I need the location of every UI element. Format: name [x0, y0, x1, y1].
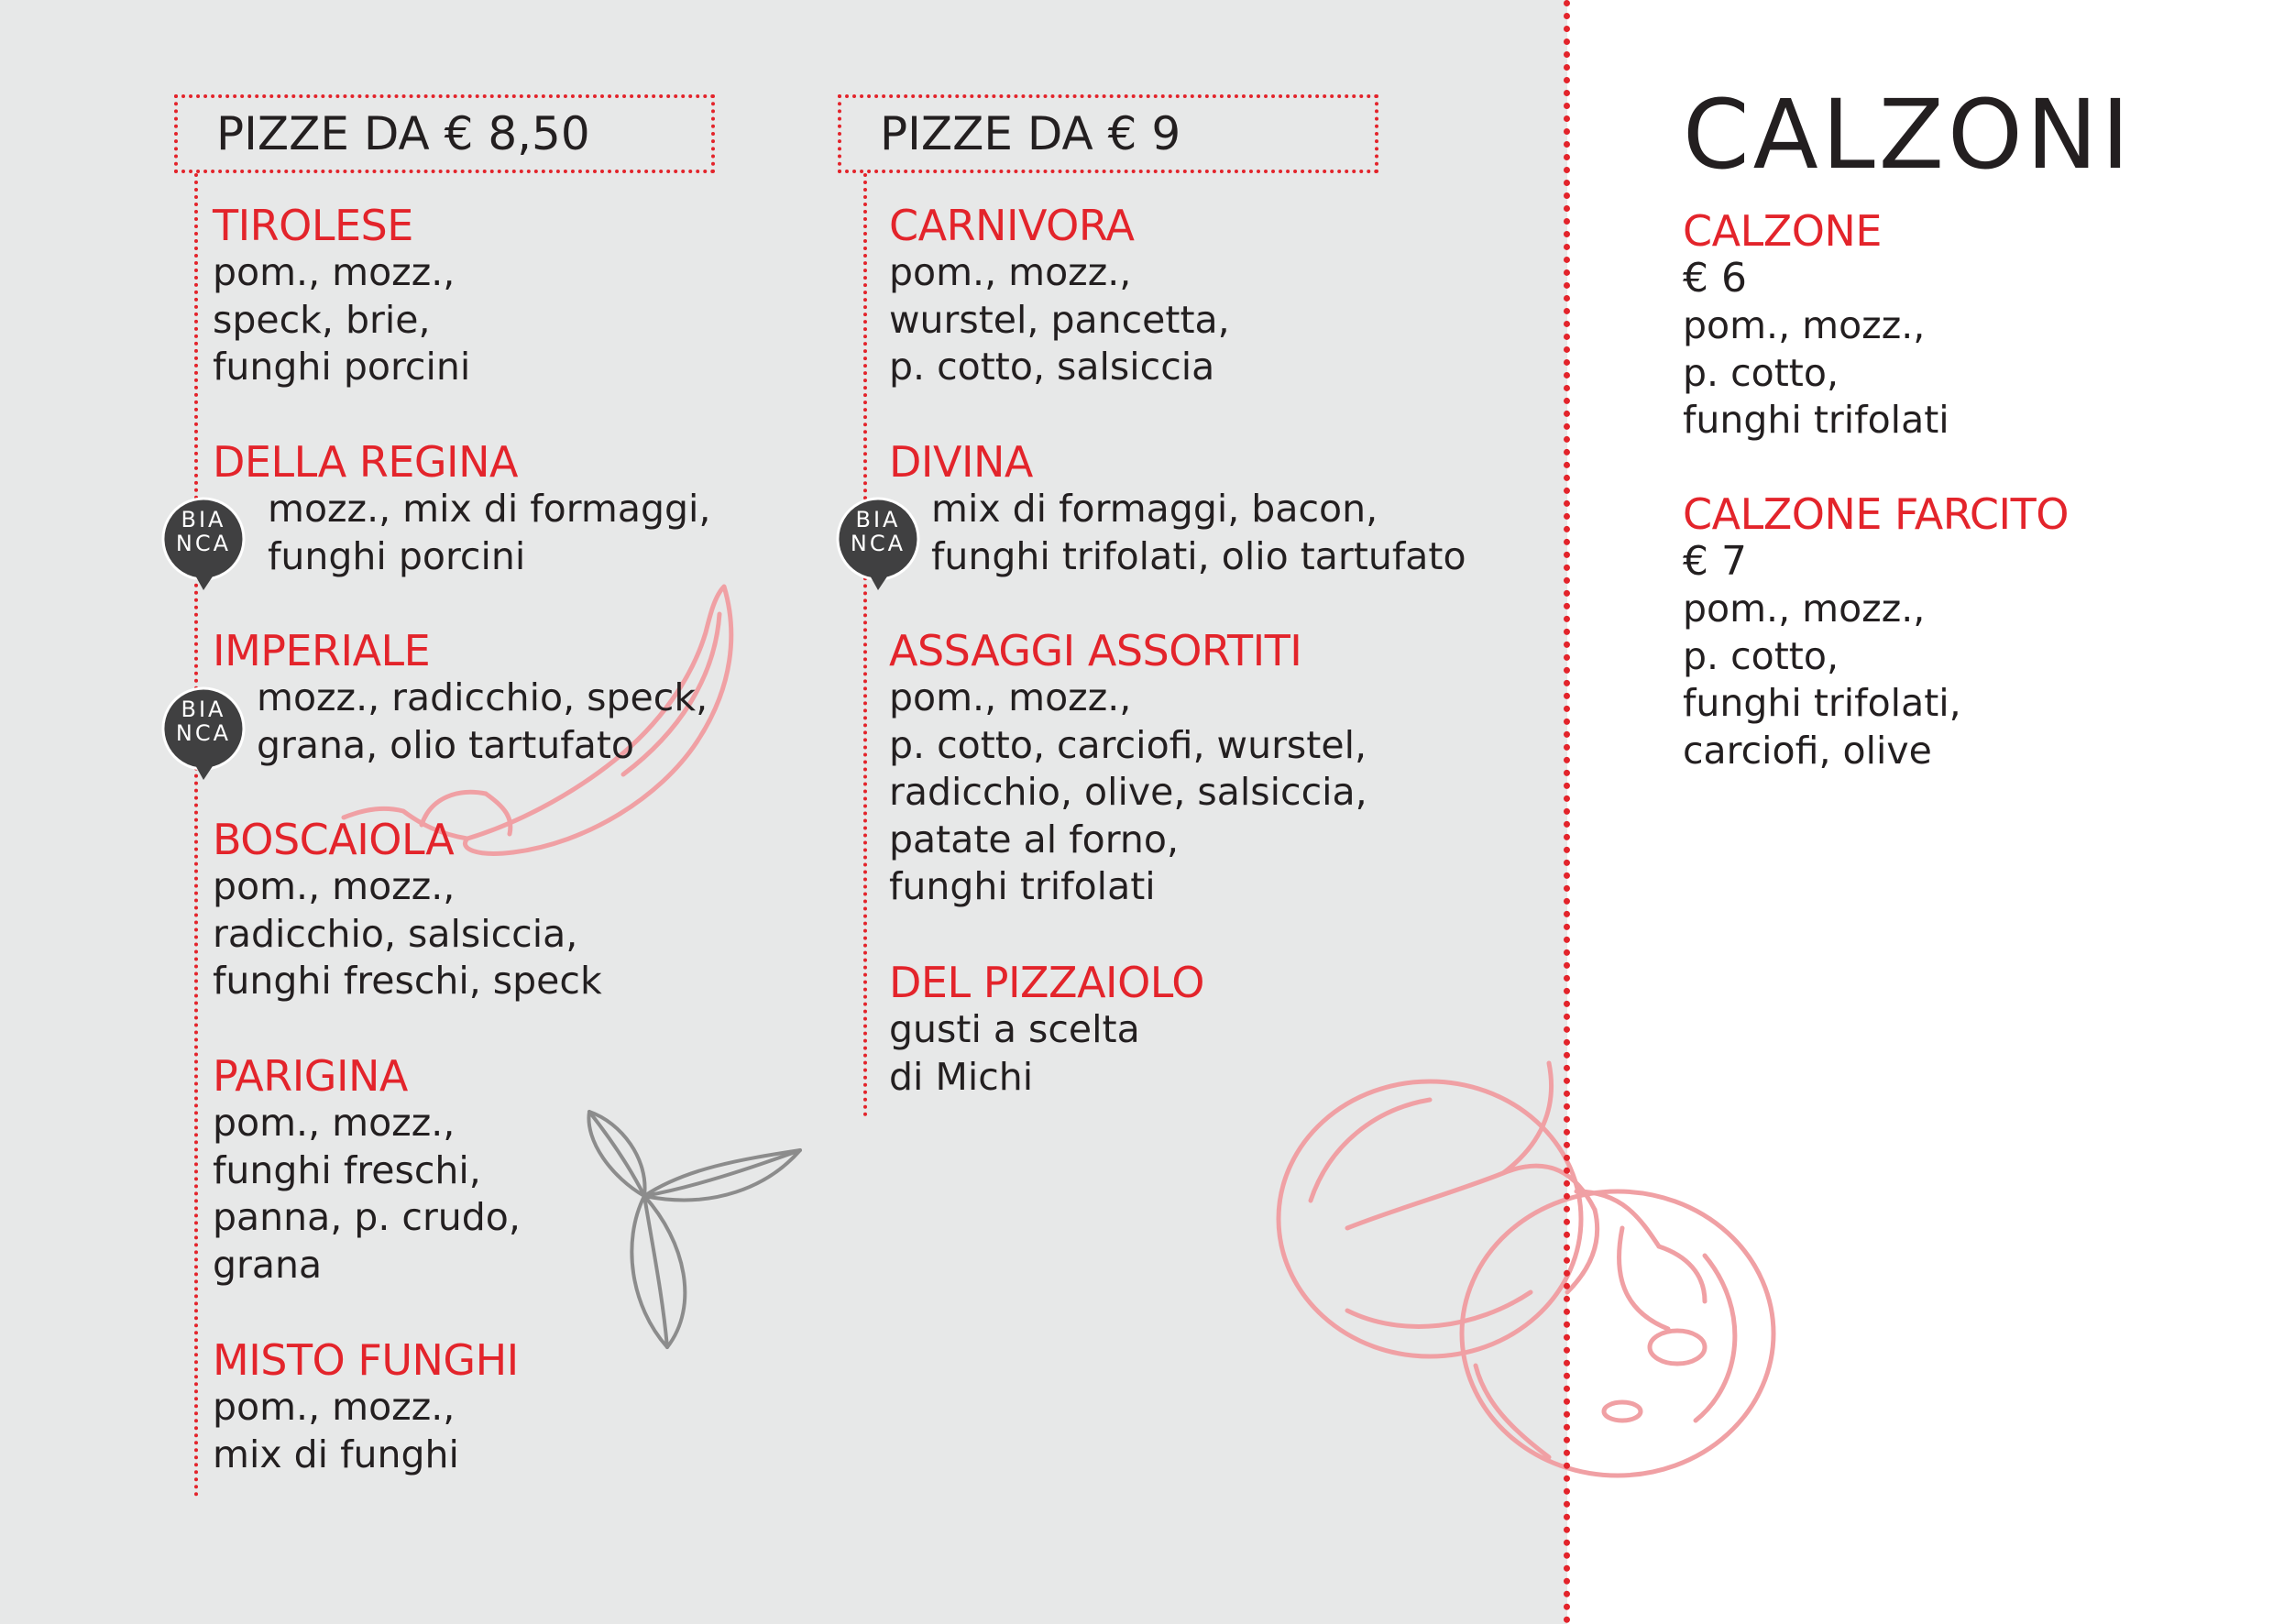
calzoni-title: CALZONI [1683, 79, 2134, 191]
menu-item-misto-funghi [213, 1336, 519, 1478]
menu-item-boscaiola [213, 816, 602, 1005]
item-ingredients [213, 1100, 521, 1289]
fold-divider [1564, 0, 1570, 1624]
ingredient-line: panna, p. crudo, [213, 1195, 521, 1239]
badge-text-line: BIA [181, 507, 226, 532]
column1-header: PIZZE DA € 8,50 [174, 94, 715, 173]
item-name: CALZONE [1683, 206, 1882, 256]
item-ingredients [889, 249, 1230, 391]
ingredient-line: radicchio, salsiccia, [213, 911, 578, 956]
ingredient-line: wurstel, pancetta, [889, 297, 1230, 342]
menu-item-del-pizzaiolo [889, 959, 1204, 1101]
item-name: CARNIVORA [889, 201, 1135, 250]
ingredient-line: pom., mozz., [213, 1101, 456, 1145]
item-ingredients [213, 675, 708, 769]
ingredient-line: p. cotto, [1683, 633, 1839, 678]
menu-item-calzone-farcito [1683, 490, 2069, 774]
item-ingredients [1683, 302, 1949, 444]
ingredient-line: mix di funghi [213, 1432, 459, 1476]
ingredient-line: p. cotto, [1683, 350, 1839, 395]
item-name: DIVINA [889, 437, 1033, 487]
ingredient-line: pom., mozz., [213, 864, 456, 908]
badge-text-line: NCA [175, 720, 232, 746]
column1-rail [194, 173, 198, 1498]
item-ingredients [889, 486, 1466, 580]
menu-item-carnivora [889, 202, 1230, 391]
ingredient-line: gusti a scelta [889, 1007, 1140, 1051]
ingredient-line: funghi freschi, speck [213, 959, 602, 1003]
ingredient-line: carciofi, olive [1683, 728, 1932, 773]
item-name: BOSCAIOLA [213, 815, 455, 864]
tomatoes-sketch-icon [1274, 1036, 1796, 1485]
ingredient-line: radicchio, olive, salsiccia, [889, 770, 1367, 814]
item-ingredients [1683, 586, 2069, 774]
menu-item-calzone [1683, 207, 1949, 444]
ingredient-line: funghi porcini [213, 345, 471, 389]
ingredient-line: mozz., radicchio, speck, [257, 675, 708, 719]
item-name: DELLA REGINA [213, 437, 519, 487]
ingredient-line: patate al forno, [889, 817, 1179, 861]
ingredient-line: speck, brie, [213, 297, 431, 342]
item-price: € 7 [1683, 538, 1747, 585]
ingredient-line: pom., mozz., [889, 675, 1132, 719]
ingredient-line: mix di formaggi, bacon, [931, 487, 1378, 531]
column2-header: PIZZE DA € 9 [838, 94, 1378, 173]
badge-text-line: NCA [175, 531, 232, 556]
item-name: DEL PIZZAIOLO [889, 958, 1205, 1007]
menu-item-divina [889, 438, 1466, 580]
ingredient-line: pom., mozz., [1683, 303, 1926, 347]
item-ingredients [889, 1006, 1204, 1101]
ingredient-line: funghi trifolati [1683, 398, 1949, 442]
badge-text-line: BIA [855, 507, 901, 532]
item-ingredients [213, 1384, 519, 1478]
ingredient-line: grana, olio tartufato [257, 722, 635, 767]
menu-item-imperiale [213, 627, 708, 769]
item-name: TIROLESE [213, 201, 413, 250]
bianca-badge [161, 495, 249, 594]
item-name: ASSAGGI ASSORTITI [889, 626, 1302, 675]
item-ingredients [889, 675, 1367, 911]
menu-item-tirolese [213, 202, 470, 391]
ingredient-line: funghi porcini [268, 533, 526, 578]
badge-text-line: BIA [181, 697, 226, 722]
item-price: € 6 [1683, 255, 1747, 302]
item-name: CALZONE FARCITO [1683, 489, 2069, 539]
column2-rail [863, 173, 867, 1117]
bianca-badge [836, 495, 924, 594]
ingredient-line: di Michi [889, 1054, 1034, 1099]
item-name: PARIGINA [213, 1051, 408, 1101]
menu-item-parigina [213, 1052, 521, 1289]
ingredient-line: pom., mozz., [213, 250, 456, 294]
basil-leaves-sketch-icon [576, 1104, 814, 1352]
menu-item-della-regina [213, 438, 710, 580]
ingredient-line: pom., mozz., [213, 1385, 456, 1429]
ingredient-line: funghi trifolati, [1683, 681, 1961, 725]
ingredient-line: mozz., mix di formaggi, [268, 487, 711, 531]
bianca-badge [161, 685, 249, 784]
ingredient-line: funghi trifolati, olio tartufato [931, 533, 1466, 578]
ingredient-line: funghi trifolati [889, 864, 1156, 908]
badge-text-line: NCA [850, 531, 906, 556]
ingredient-line: pom., mozz., [1683, 587, 1926, 631]
menu-item-assaggi-assortiti [889, 627, 1367, 911]
ingredient-line: grana [213, 1242, 323, 1287]
item-name: MISTO FUNGHI [213, 1335, 519, 1385]
ingredient-line: p. cotto, carciofi, wurstel, [889, 722, 1367, 767]
item-ingredients [213, 486, 710, 580]
item-ingredients [213, 249, 470, 391]
item-name: IMPERIALE [213, 626, 431, 675]
ingredient-line: pom., mozz., [889, 250, 1132, 294]
ingredient-line: p. cotto, salsiccia [889, 345, 1215, 389]
ingredient-line: funghi freschi, [213, 1147, 481, 1192]
item-ingredients [213, 863, 602, 1005]
